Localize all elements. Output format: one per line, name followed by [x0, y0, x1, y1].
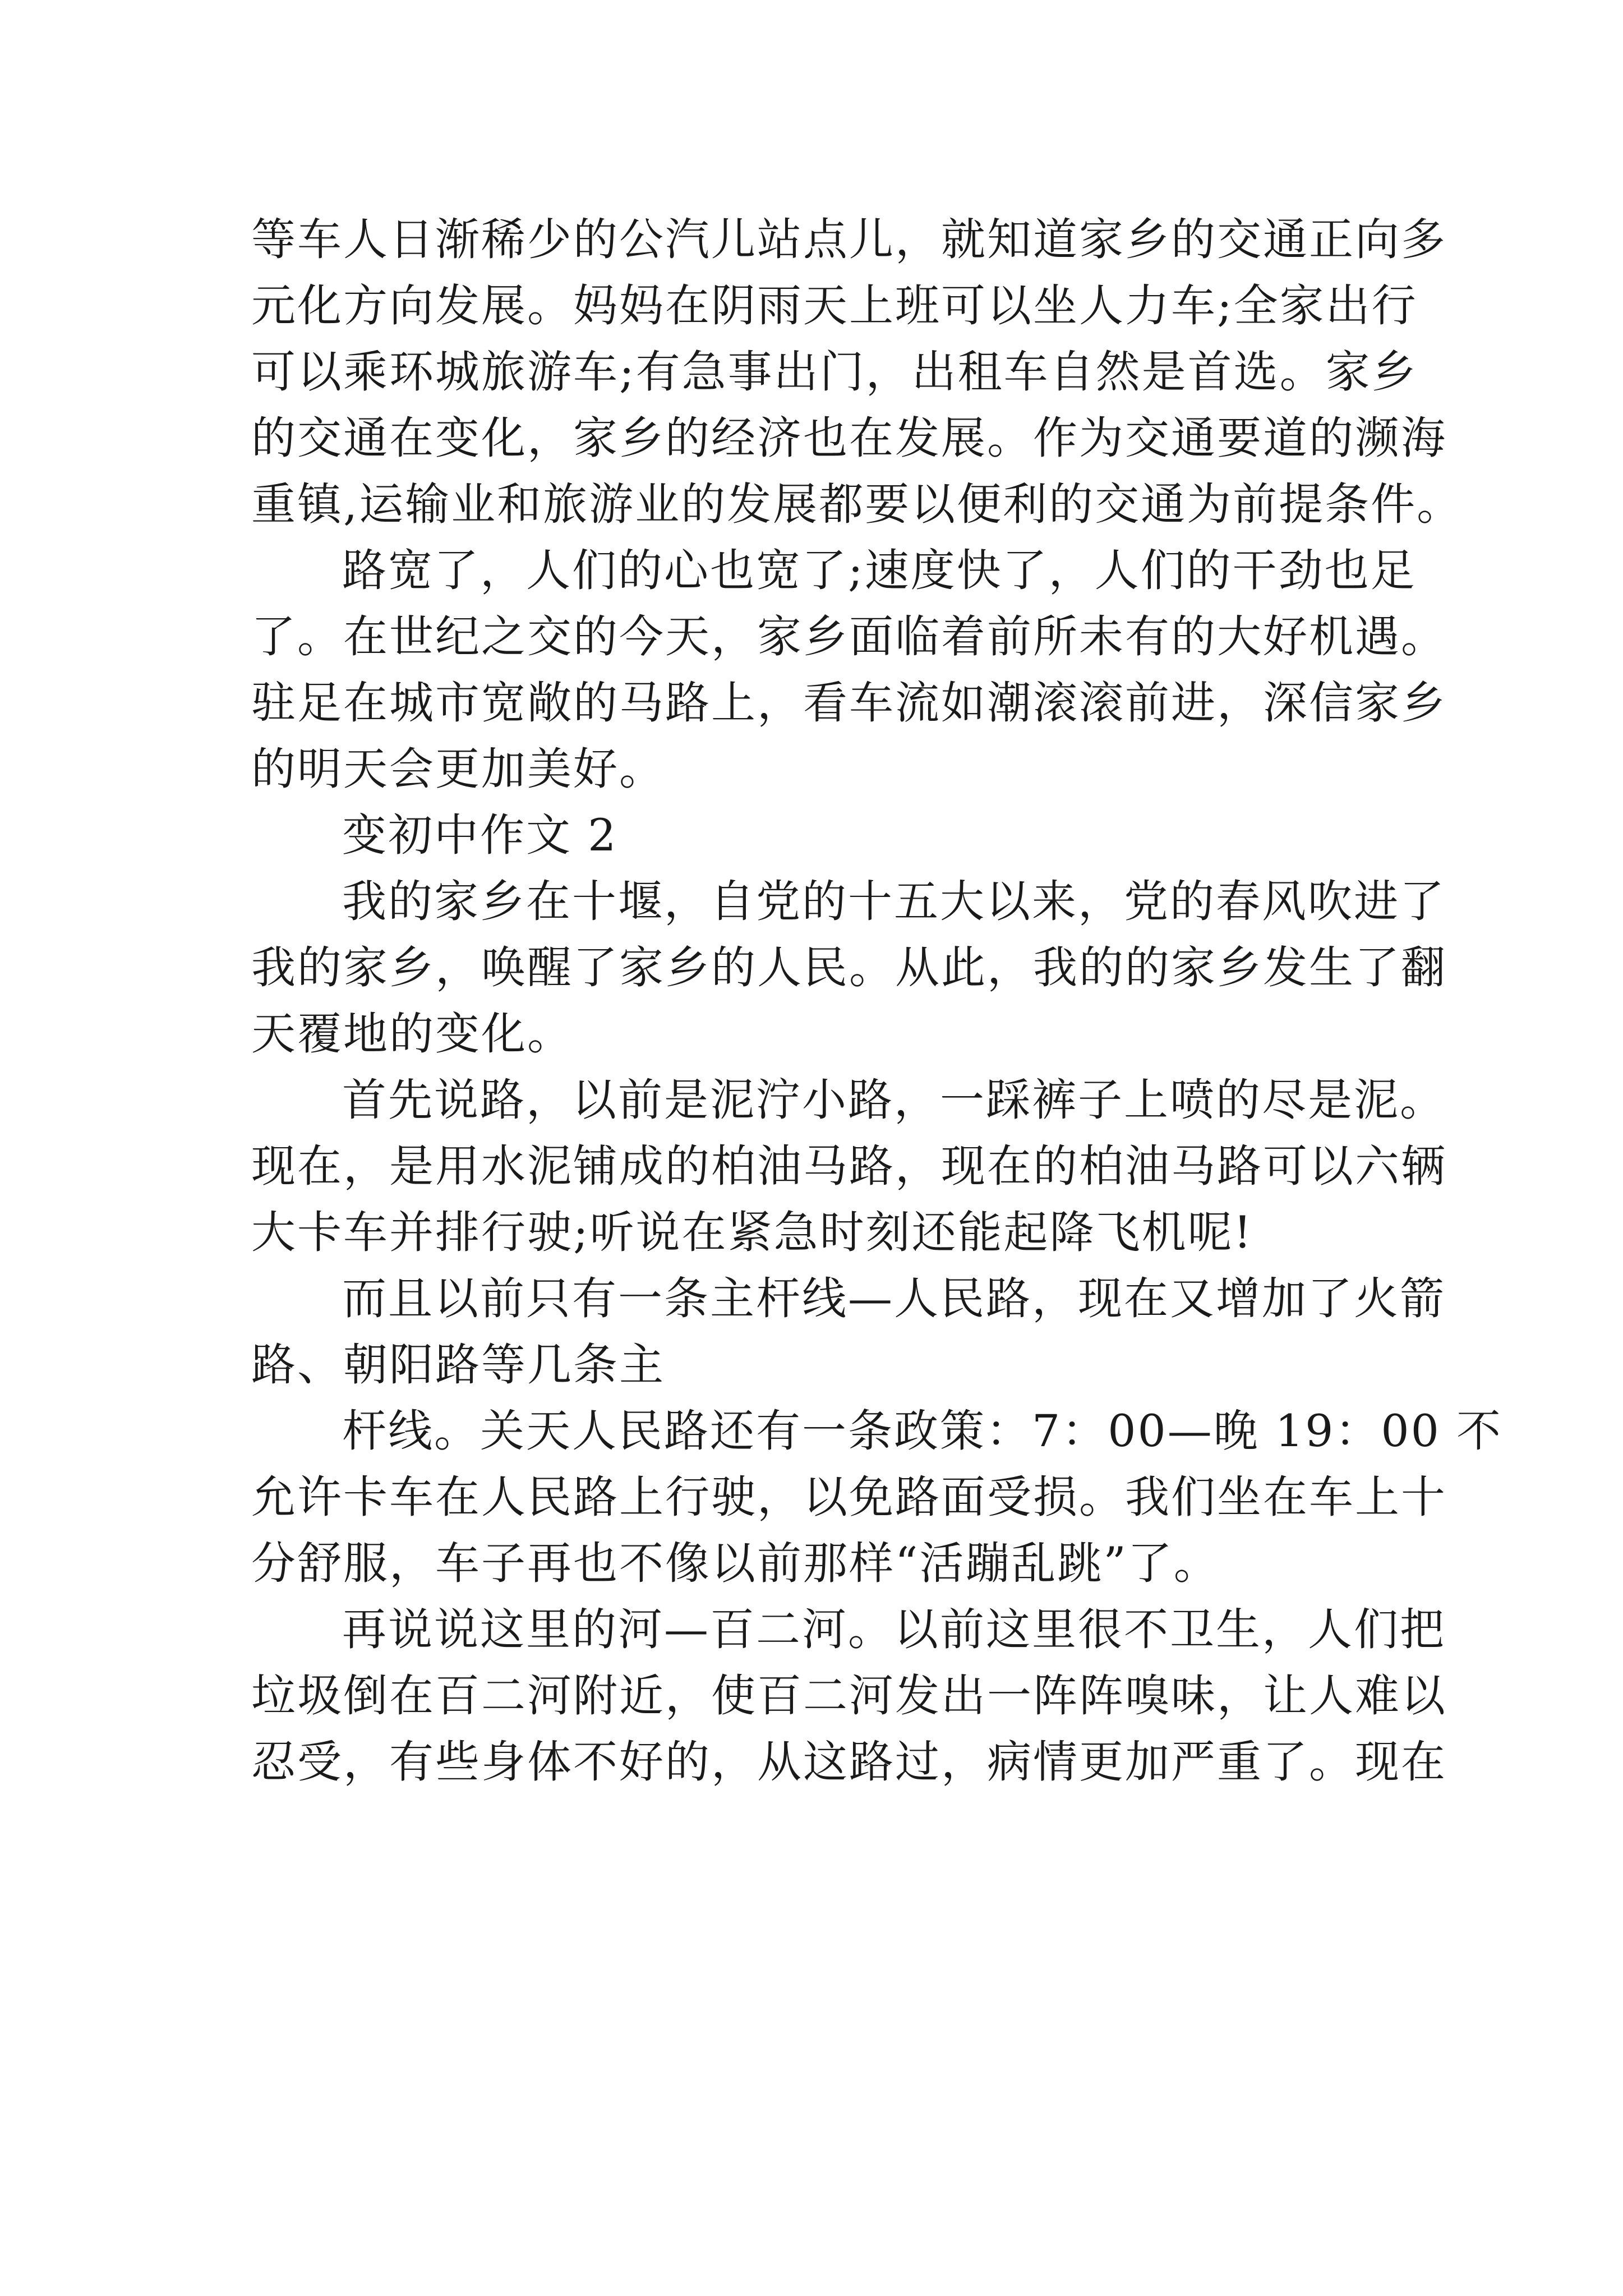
paragraph-start-line: 杆线。关天人民路还有一条政策：7：00—晚 19：00 不: [342, 1405, 1503, 1457]
text-line: 路、朝阳路等几条主: [251, 1339, 665, 1391]
paragraph-start-line: 我的家乡在十堰，自党的十五大以来，党的春风吹进了: [342, 876, 1446, 927]
text-line: 垃圾倒在百二河附近，使百二河发出一阵阵嗅味，让人难以: [251, 1670, 1447, 1722]
text-line: 了。在世纪之交的今天，家乡面临着前所未有的大好机遇。: [251, 611, 1447, 662]
paragraph-start-line: 路宽了，人们的心也宽了;速度快了，人们的干劲也足: [342, 545, 1417, 596]
paragraph-start-line: 首先说路，以前是泥泞小路，一踩裤子上喷的尽是泥。: [342, 1074, 1446, 1126]
text-line: 重镇,运输业和旅游业的发展都要以便利的交通为前提条件。: [251, 478, 1463, 530]
text-line: 现在，是用水泥铺成的柏油马路，现在的柏油马路可以六辆: [251, 1140, 1447, 1192]
text-line: 分舒服，车子再也不像以前那样“活蹦乱跳”了。: [251, 1538, 1220, 1589]
text-line: 忍受，有些身体不好的，从这路过，病情更加严重了。现在: [251, 1736, 1447, 1788]
body-text: [251, 206, 1503, 1795]
text-line: 等车人日渐稀少的公汽儿站点儿，就知道家乡的交通正向多: [251, 214, 1447, 265]
text-line: 驻足在城市宽敞的马路上，看车流如潮滚滚前进，深信家乡: [251, 677, 1447, 729]
text-line: 大卡车并排行驶;听说在紧急时刻还能起降飞机呢!: [251, 1207, 1253, 1258]
paragraph-start-line: 而且以前只有一条主杆线—人民路，现在又增加了火箭: [342, 1273, 1446, 1324]
section-title: 变初中作文 2: [342, 809, 618, 861]
text-line: 可以乘环城旅游车;有急事出门，出租车自然是首选。家乡: [251, 346, 1418, 398]
paragraph-start-line: 再说说这里的河—百二河。以前这里很不卫生，人们把: [342, 1604, 1446, 1655]
text-line: 的明天会更加美好。: [251, 743, 665, 795]
text-line: 我的家乡，唤醒了家乡的人民。从此，我的的家乡发生了翻: [251, 942, 1447, 993]
text-line: 允许卡车在人民路上行驶，以免路面受损。我们坐在车上十: [251, 1471, 1447, 1523]
text-line: 的交通在变化，家乡的经济也在发展。作为交通要道的濒海: [251, 412, 1447, 464]
text-line: 元化方向发展。妈妈在阴雨天上班可以坐人力车;全家出行: [251, 280, 1418, 332]
text-line: 天覆地的变化。: [251, 1008, 573, 1060]
